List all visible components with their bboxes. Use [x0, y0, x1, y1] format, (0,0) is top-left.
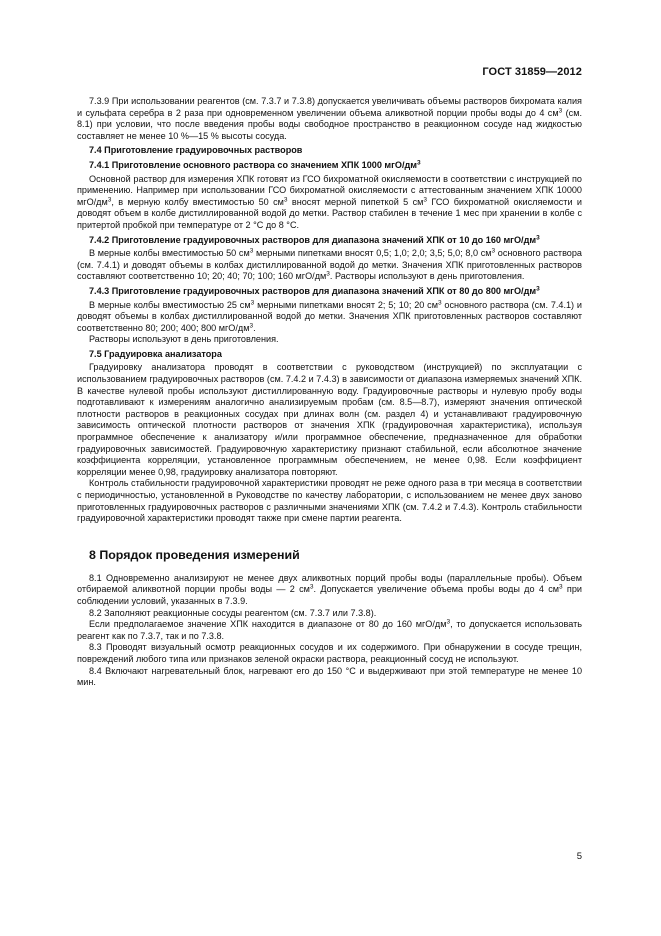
- page-number: 5: [576, 851, 582, 862]
- heading-7-4-1: 7.4.1 Приготовление основного раствора со значением ХПК 1000 мгО/$дм^3$: [89, 159, 421, 170]
- paragraph-8-2-b: Если предполагаемое значение ХПК находится в диапазоне от 80 до 160 мгО/$дм^3$, то допускается использовать реагент как по 7.3.7, так и по 7.3.8.: [77, 618, 582, 641]
- heading-7-4-2: 7.4.2 Приготовление градуировочных растворов для диапазона значений ХПК от 10 до 160 мгО/$дм^3$: [89, 234, 540, 245]
- heading-7-4: 7.4 Приготовление градуировочных растворов: [89, 145, 303, 156]
- paragraph-7-4-2: В мерные колбы вместимостью 50 $см^3$ мерными пипетками вносят 0,5; 1,0; 2,0; 3,5; 5,0; 8,0 $см^3$ основного раствора (см. 7.4.1) и доводят объемы в колбах дистиллированной водой до метки. Значения ХПК приготовленных растворов составляют соответственно 10; 20; 40; 70; 100; 160 мгО/$дм^3$. Растворы используют в день приготовления.: [77, 247, 582, 282]
- heading-7-4-3: 7.4.3 Приготовление градуировочных растворов для диапазона значений ХПК от 80 до 800 мгО/$дм^3$: [89, 285, 540, 296]
- paragraph-8-3: 8.3 Проводят визуальный осмотр реакционных сосудов и их содержимого. При обнаружении в сосуде трещин, повреждений любого типа или признаков зеленой окраски раствора, реакционный сосуд не используют.: [77, 642, 582, 664]
- paragraph-7-5-b: Контроль стабильности градуировочной характеристики проводят не реже одного раза в три месяца в соответствии с периодичностью, установленной в Руководстве по качеству лаборатории, с использованием не менее двух заново приготовленных градуировочных растворов с различными значениями ХПК (см. 7.4.2 и 7.4.3). Контроль стабильности градуировочной характеристики проводят также при смене партии реагента.: [77, 478, 582, 524]
- paragraph-7-4-1: Основной раствор для измерения ХПК готовят из ГСО бихроматной окисляемости в соответствии с инструкцией по применению. Например при использовании ГСО бихроматной окисляемости с аттестованным значением ХПК 10000 мгО/$дм^3$, в мерную колбу вместимостью 50 $см^3$ вносят мерной пипеткой 5 $см^3$ ГСО бихроматной окисляемости и доводят объем в колбе дистиллированной водой до метки. Раствор стабилен в течение 1 мес при хранении в колбе с притертой пробкой при температуре от 2 °С до 8 °С.: [77, 173, 582, 230]
- heading-section-8: 8 Порядок проведения измерений: [89, 547, 300, 562]
- paragraph-7-3-9: 7.3.9 При использовании реагентов (см. 7.3.7 и 7.3.8) допускается увеличивать объемы растворов бихромата калия и сульфата серебра в 2 раза при одновременном увеличении объема аликвотной порции пробы воды до 4 $см^3$ (см. 8.1) при условии, что после введения пробы воды свободное пространство в реакционном сосуде над жидкостью составляет не менее 10 %—15 % высоты сосуда.: [77, 96, 582, 141]
- paragraph-7-4-3-b: Растворы используют в день приготовления.: [89, 334, 279, 345]
- page-body: [77, 96, 582, 689]
- paragraph-8-2-a: 8.2 Заполняют реакционные сосуды реагентом (см. 7.3.7 или 7.3.8).: [89, 607, 377, 618]
- paragraph-8-4: 8.4 Включают нагревательный блок, нагревают его до 150 °С и выдерживают при этой температуре не менее 10 мин.: [77, 665, 582, 688]
- paragraph-8-1: 8.1 Одновременно анализируют не менее двух аликвотных порций пробы воды (параллельные пробы). Объем отбираемой аликвотной порции пробы воды — 2 $см^3$. Допускается увеличение объема пробы воды до 4 $см^3$ при соблюдении условий, указанных в 7.3.9.: [77, 572, 582, 606]
- heading-7-5: 7.5 Градуировка анализатора: [89, 348, 222, 359]
- standard-code: ГОСТ 31859—2012: [482, 66, 582, 78]
- paragraph-7-5-a: Градуировку анализатора проводят в соответствии с руководством (инструкцией) по эксплуатации с использованием градуировочных растворов (см. 7.4.2 и 7.4.3) в зависимости от диапазона измеряемых значений ХПК. В качестве нулевой пробы используют дистиллированную воду. Градуировочные растворы и нулевую пробу воды подготавливают к измерениям аналогично анализируемым пробам (см. 8.5—8.7), измеряют значения оптической плотности растворов в реакционных сосудах при длинах волн (см. раздел 4) и устанавливают градуировочную зависимость оптической плотности растворов от значения ХПК (градуировочная характеристика), используя программное обеспечение к анализатору и/или программное обеспечение, предназначенное для обработки градуировочных зависимостей. Градуировочную характеристику признают стабильной, если абсолютное значение коэффициента корреляции, установленное программным обеспечением, не менее 0,98. Если коэффициент корреляции менее 0,98, градуировку анализатора повторяют.: [77, 362, 582, 477]
- paragraph-7-4-3-a: В мерные колбы вместимостью 25 $см^3$ мерными пипетками вносят 2; 5; 10; 20 $см^3$ основного раствора (см. 7.4.1) и доводят объемы в колбах дистиллированной водой до метки. Значения ХПК приготовленных растворов составляют соответственно 80; 200; 400; 800 мгО/$дм^3$.: [77, 299, 582, 333]
